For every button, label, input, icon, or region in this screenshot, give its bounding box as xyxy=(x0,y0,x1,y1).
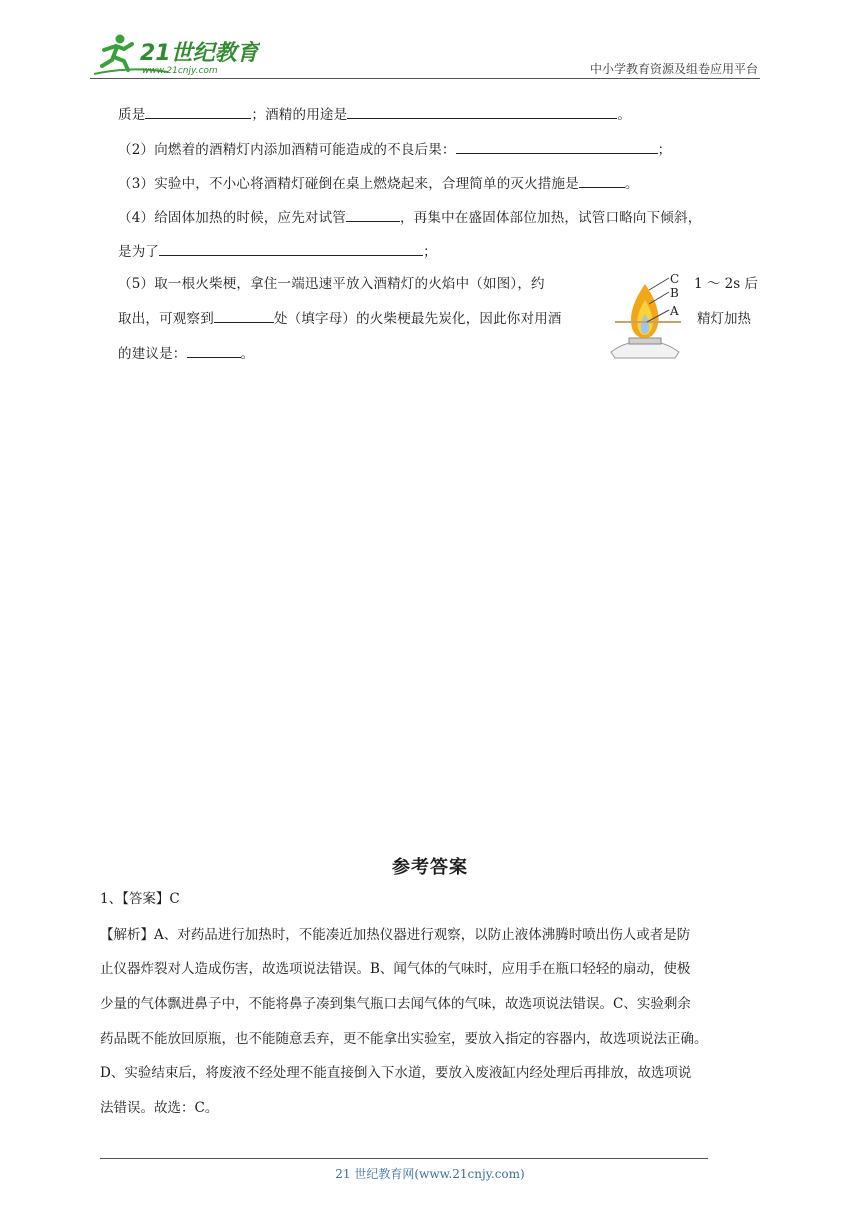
svg-text:21世纪教育: 21世纪教育 xyxy=(140,41,259,66)
footer-divider xyxy=(100,1158,708,1159)
question-3: （3）实验中，不小心将酒精灯碰倒在桌上燃烧起来，合理简单的灭火措施是 。 xyxy=(118,176,639,192)
analysis-line: 止仪器炸裂对人造成伤害，故选项说法错误。B、闻气体的气味时，应用手在瓶口轻轻的扇动，使极 xyxy=(100,961,691,977)
analysis-line: 少量的气体飘进鼻子中，不能将鼻子凑到集气瓶口去闻气体的气味，故选项说法错误。C、实验剩余 xyxy=(100,996,691,1012)
answer-1: 1、【答案】C xyxy=(100,891,180,907)
label-b: B xyxy=(670,286,679,300)
analysis-line: 法错误。故选：C。 xyxy=(100,1100,219,1116)
question-5-end: 的建议是： 。 xyxy=(118,346,255,362)
analysis-line: 【解析】A、对药品进行加热时，不能凑近加热仪器进行观察，以防止液体沸腾时喷出伤人或者是防 xyxy=(100,927,691,943)
site-logo xyxy=(90,30,260,78)
answers-title: 参考答案 xyxy=(392,857,468,878)
question-5-cont: 取出，可观察到 处（填字母）的火柴梗最先炭化，因此你对用酒 xyxy=(118,311,562,327)
question-2: （2）向燃着的酒精灯内添加酒精可能造成的不良后果： ； xyxy=(118,142,672,158)
label-c: C xyxy=(670,272,680,286)
flame-figure xyxy=(605,270,685,362)
footer-link[interactable]: 21 世纪教育网(www.21cnjy.com) xyxy=(335,1167,525,1181)
question-5-side-1: 1 ～ 2s 后 xyxy=(694,276,758,292)
question-5-side-2: 精灯加热 xyxy=(697,311,751,327)
question-5: （5）取一根火柴梗，拿住一端迅速平放入酒精灯的火焰中（如图），约 xyxy=(118,276,545,292)
header-divider xyxy=(90,78,760,79)
site-name: 中小学教育资源及组卷应用平台 xyxy=(589,62,758,76)
svg-text:www.21cnjy.com: www.21cnjy.com xyxy=(142,66,218,76)
question-4-cont: 是为了 ； xyxy=(118,244,437,260)
analysis-line: 药品既不能放回原瓶，也不能随意丢弃，更不能拿出实验室，要放入指定的容器内，故选项说法正确。 xyxy=(100,1031,708,1047)
question-4: （4）给固体加热的时候，应先对试管 ，再集中在盛固体部位加热，试管口略向下倾斜， xyxy=(118,210,702,226)
analysis-line: D、实验结束后，将废液不经处理不能直接倒入下水道，要放入废液缸内经处理后再排放，故选项说 xyxy=(100,1065,692,1081)
label-a: A xyxy=(670,304,679,318)
question-1-tail: 质是 ；酒精的用途是 。 xyxy=(118,107,632,123)
page-header xyxy=(90,30,760,82)
